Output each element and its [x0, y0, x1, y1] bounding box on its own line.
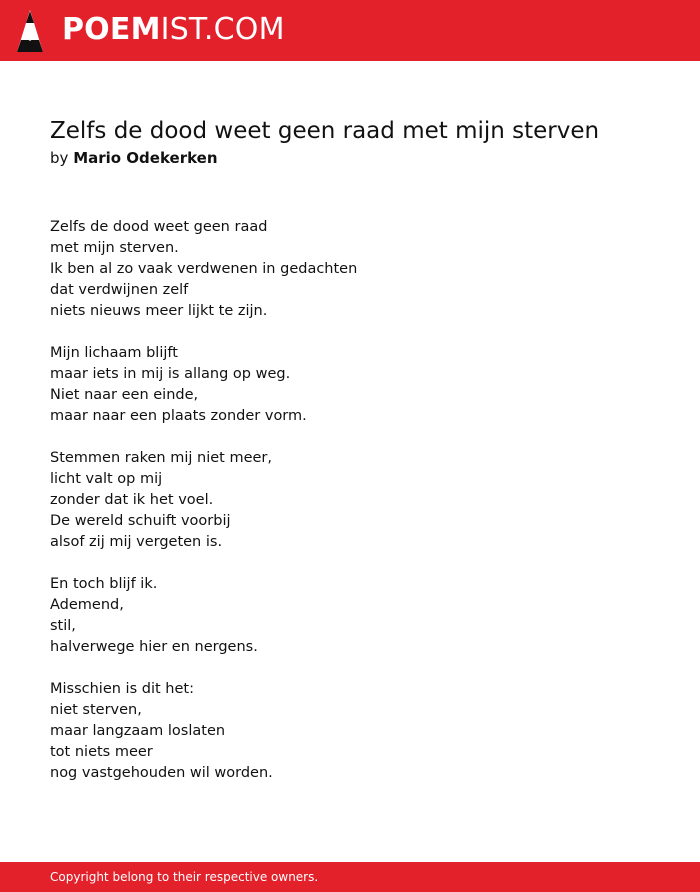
poem-body — [50, 217, 670, 784]
poem-line: halverwege hier en nergens. — [50, 639, 258, 655]
poem-line: niet sterven, — [50, 702, 142, 718]
by-label: by — [50, 149, 69, 167]
poem-line: Zelfs de dood weet geen raad — [50, 219, 268, 235]
poem-line: Stemmen raken mij niet meer, — [50, 450, 272, 466]
logo-text-light: IST.COM — [160, 12, 285, 47]
logo-text-bold: POEM — [62, 12, 161, 47]
poem-line: nog vastgehouden wil worden. — [50, 765, 273, 781]
poem-line: zonder dat ik het voel. — [50, 492, 214, 508]
poem-line: Mijn lichaam blijft — [50, 345, 178, 361]
poem-line: dat verdwijnen zelf — [50, 282, 189, 298]
stanza — [50, 448, 670, 553]
poem-line: En toch blijf ik. — [50, 576, 158, 592]
poem-content — [50, 116, 670, 805]
poem-line: Niet naar een einde, — [50, 387, 199, 403]
poem-line: tot niets meer — [50, 744, 153, 760]
poem-line: licht valt op mij — [50, 471, 163, 487]
site-footer — [0, 862, 700, 892]
stanza — [50, 679, 670, 784]
copyright-text: Copyright belong to their respective owners. — [50, 870, 319, 884]
poem-line: alsof zij mij vergeten is. — [50, 534, 223, 550]
poem-line: Misschien is dit het: — [50, 681, 194, 697]
poem-line: stil, — [50, 618, 76, 634]
byline — [50, 148, 670, 168]
poem-line: maar iets in mij is allang op weg. — [50, 366, 291, 382]
poem-line: De wereld schuift voorbij — [50, 513, 231, 529]
poem-line: met mijn sterven. — [50, 240, 179, 256]
poem-line: maar langzaam loslaten — [50, 723, 226, 739]
poem-line: Ademend, — [50, 597, 124, 613]
author-name[interactable]: Mario Odekerken — [73, 149, 218, 167]
poem-title: Zelfs de dood weet geen raad met mijn sterven — [50, 118, 600, 144]
pencil-tip-icon[interactable] — [17, 10, 43, 52]
site-logo[interactable] — [62, 12, 285, 48]
stanza — [50, 343, 670, 427]
poem-line: maar naar een plaats zonder vorm. — [50, 408, 307, 424]
stanza — [50, 217, 670, 322]
poem-line: Ik ben al zo vaak verdwenen in gedachten — [50, 261, 358, 277]
poem-line: niets nieuws meer lijkt te zijn. — [50, 303, 268, 319]
site-header — [0, 0, 700, 61]
stanza — [50, 574, 670, 658]
